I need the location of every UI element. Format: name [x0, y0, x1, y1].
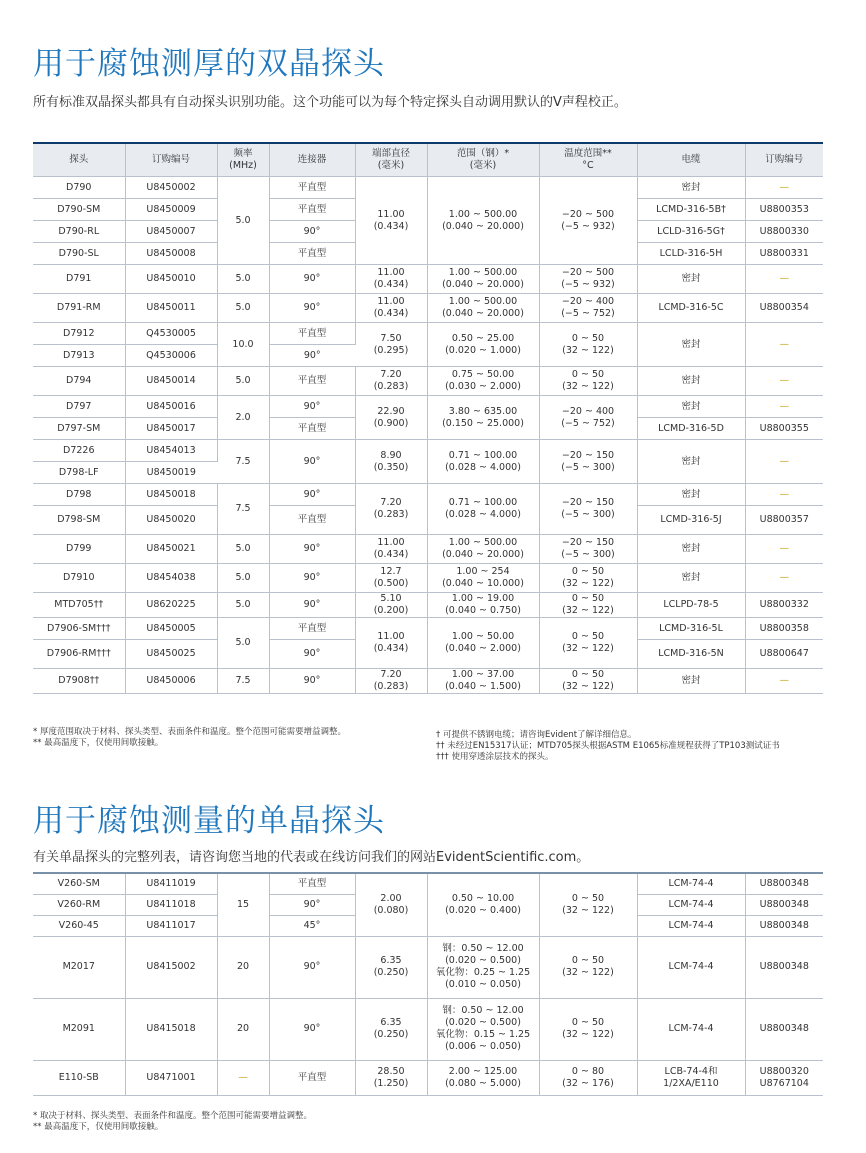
- section1-notes-right: [436, 730, 780, 763]
- cell-cable: 密封: [637, 367, 745, 396]
- cell-conn: 平直型: [269, 418, 355, 440]
- cell-temp: −20 ~ 150 (−5 ~ 300): [539, 440, 637, 484]
- cell-cpart: U8800348: [745, 915, 823, 936]
- cell-conn: 平直型: [269, 1060, 355, 1095]
- cell-probe: D791: [33, 265, 125, 294]
- cell-cpart: —: [745, 669, 823, 694]
- cell-part: Q4530006: [125, 345, 217, 367]
- cell-cpart: U8800332: [745, 593, 823, 618]
- cell-cable: LCMD-316-5J: [637, 506, 745, 535]
- cell-part: U8450025: [125, 640, 217, 669]
- cell-part: U8450019: [125, 462, 217, 484]
- table-row: [33, 1060, 823, 1095]
- cell-dia: 22.90 (0.900): [355, 396, 427, 440]
- cell-probe: M2017: [33, 936, 125, 998]
- cell-dia: 28.50 (1.250): [355, 1060, 427, 1095]
- cell-probe: D7226: [33, 440, 125, 462]
- column-header: 温度范围** °C: [539, 143, 637, 177]
- section2-subtitle: 有关单晶探头的完整列表，请咨询您当地的代表或在线访问我们的网站EvidentScientific.com。: [33, 850, 590, 865]
- table-row: [33, 323, 823, 345]
- cell-temp: 0 ~ 50 (32 ~ 122): [539, 367, 637, 396]
- cell-cpart: U8800357: [745, 506, 823, 535]
- cell-part: U8450007: [125, 221, 217, 243]
- cell-dia: 11.00 (0.434): [355, 535, 427, 564]
- cell-conn: 90°: [269, 535, 355, 564]
- cell-probe: D798-LF: [33, 462, 125, 484]
- cell-range: 1.00 ~ 19.00 (0.040 ~ 0.750): [427, 593, 539, 618]
- cell-part: U8415002: [125, 936, 217, 998]
- cell-cable: 密封: [637, 440, 745, 484]
- cell-range: 3.80 ~ 635.00 (0.150 ~ 25.000): [427, 396, 539, 440]
- cell-probe: D797-SM: [33, 418, 125, 440]
- cell-probe: D7910: [33, 564, 125, 593]
- cell-probe: V260-RM: [33, 894, 125, 915]
- cell-temp: 0 ~ 50 (32 ~ 122): [539, 998, 637, 1060]
- table-row: [33, 936, 823, 998]
- cell-freq: 15: [217, 873, 269, 936]
- cell-probe: D799: [33, 535, 125, 564]
- cell-cpart: —: [745, 265, 823, 294]
- table-row: [33, 998, 823, 1060]
- cell-part: U8620225: [125, 593, 217, 618]
- column-header: 端部直径 (毫米): [355, 143, 427, 177]
- table-row: [33, 535, 823, 564]
- note: * 取决于材料、探头类型、表面条件和温度。整个范围可能需要增益调整。: [33, 1111, 312, 1121]
- cell-range: 0.71 ~ 100.00 (0.028 ~ 4.000): [427, 440, 539, 484]
- cell-range: 1.00 ~ 500.00 (0.040 ~ 20.000): [427, 294, 539, 323]
- cell-freq: 7.5: [217, 440, 269, 484]
- table-row: [33, 484, 823, 506]
- cell-cpart: U8800331: [745, 243, 823, 265]
- cell-conn: 90°: [269, 294, 355, 323]
- cell-range: 0.50 ~ 25.00 (0.020 ~ 1.000): [427, 323, 539, 367]
- cell-part: U8450006: [125, 669, 217, 694]
- column-header: 连接器: [269, 143, 355, 177]
- cell-cpart: U8800330: [745, 221, 823, 243]
- cell-temp: −20 ~ 150 (−5 ~ 300): [539, 484, 637, 535]
- cell-probe: D790-SM: [33, 199, 125, 221]
- cell-cpart: U8800348: [745, 873, 823, 894]
- cell-dia: 11.00 (0.434): [355, 294, 427, 323]
- cell-probe: V260-45: [33, 915, 125, 936]
- cell-part: U8415018: [125, 998, 217, 1060]
- table-row: [33, 593, 823, 618]
- cell-part: U8450010: [125, 265, 217, 294]
- cell-conn: 90°: [269, 669, 355, 694]
- cell-probe: D7912: [33, 323, 125, 345]
- cell-probe: D798-SM: [33, 506, 125, 535]
- note: ** 最高温度下，仅使用间歇接触。: [33, 1122, 164, 1132]
- cell-cpart: —: [745, 323, 823, 367]
- cell-probe: D794: [33, 367, 125, 396]
- section2-notes: [33, 1111, 312, 1133]
- note: ** 最高温度下，仅使用间歇接触。: [33, 738, 164, 748]
- cell-cpart: U8800353: [745, 199, 823, 221]
- cell-cable: 密封: [637, 535, 745, 564]
- cell-freq: 5.0: [217, 593, 269, 618]
- cell-probe: V260-SM: [33, 873, 125, 894]
- cell-cpart: U8800348: [745, 936, 823, 998]
- cell-cpart: —: [745, 535, 823, 564]
- cell-cable: LCMD-316-5C: [637, 294, 745, 323]
- cell-range: 钢：0.50 ~ 12.00 (0.020 ~ 0.500) 氧化物：0.25 ~ 1.25 (0.010 ~ 0.050): [427, 936, 539, 998]
- cell-temp: −20 ~ 500 (−5 ~ 932): [539, 177, 637, 265]
- cell-cable: LCM-74-4: [637, 894, 745, 915]
- cell-temp: −20 ~ 400 (−5 ~ 752): [539, 294, 637, 323]
- table-row: [33, 669, 823, 694]
- cell-part: U8450020: [125, 506, 217, 535]
- section1-subtitle: 所有标准双晶探头都具有自动探头识别功能。这个功能可以为每个特定探头自动调用默认的V声程校正。: [33, 95, 627, 110]
- cell-cable: 密封: [637, 564, 745, 593]
- column-header: 订购编号: [125, 143, 217, 177]
- cell-cpart: —: [745, 177, 823, 199]
- cell-freq: 5.0: [217, 618, 269, 669]
- table-row: [33, 440, 823, 462]
- cell-part: U8450011: [125, 294, 217, 323]
- cell-range: 1.00 ~ 37.00 (0.040 ~ 1.500): [427, 669, 539, 694]
- cell-temp: 0 ~ 50 (32 ~ 122): [539, 936, 637, 998]
- cell-dia: 7.20 (0.283): [355, 669, 427, 694]
- cell-probe: D790-RL: [33, 221, 125, 243]
- cell-cpart: U8800358: [745, 618, 823, 640]
- dual-probe-table: [33, 142, 823, 694]
- cell-range: 钢：0.50 ~ 12.00 (0.020 ~ 0.500) 氧化物：0.15 ~ 1.25 (0.006 ~ 0.050): [427, 998, 539, 1060]
- cell-probe: D7913: [33, 345, 125, 367]
- cell-temp: 0 ~ 80 (32 ~ 176): [539, 1060, 637, 1095]
- cell-conn: 平直型: [269, 506, 355, 535]
- cell-freq: 10.0: [217, 323, 269, 367]
- cell-part: U8411019: [125, 873, 217, 894]
- table-row: [33, 873, 823, 894]
- cell-cable: LCB-74-4和 1/2XA/E110: [637, 1060, 745, 1095]
- cell-conn: 90°: [269, 998, 355, 1060]
- cell-probe: D790: [33, 177, 125, 199]
- cell-temp: 0 ~ 50 (32 ~ 122): [539, 323, 637, 367]
- cell-temp: 0 ~ 50 (32 ~ 122): [539, 669, 637, 694]
- cell-cable: 密封: [637, 323, 745, 367]
- cell-cable: 密封: [637, 177, 745, 199]
- section2-title: 用于腐蚀测量的单晶探头: [33, 803, 385, 839]
- cell-probe: E110-SB: [33, 1060, 125, 1095]
- section1-title: 用于腐蚀测厚的双晶探头: [33, 46, 385, 82]
- cell-temp: −20 ~ 150 (−5 ~ 300): [539, 535, 637, 564]
- cell-range: 2.00 ~ 125.00 (0.080 ~ 5.000): [427, 1060, 539, 1095]
- cell-dia: 2.00 (0.080): [355, 873, 427, 936]
- cell-cable: 密封: [637, 484, 745, 506]
- cell-cpart: U8800320 U8767104: [745, 1060, 823, 1095]
- cell-cpart: —: [745, 367, 823, 396]
- cell-freq: 5.0: [217, 367, 269, 396]
- cell-cable: 密封: [637, 265, 745, 294]
- cell-freq: 2.0: [217, 396, 269, 440]
- cell-conn: 90°: [269, 265, 355, 294]
- cell-range: 1.00 ~ 500.00 (0.040 ~ 20.000): [427, 535, 539, 564]
- cell-probe: D7906-RM†††: [33, 640, 125, 669]
- cell-part: Q4530005: [125, 323, 217, 345]
- cell-conn: 90°: [269, 894, 355, 915]
- cell-range: 0.71 ~ 100.00 (0.028 ~ 4.000): [427, 484, 539, 535]
- cell-freq: —: [217, 1060, 269, 1095]
- cell-part: U8454013: [125, 440, 217, 462]
- cell-conn: 90°: [269, 221, 355, 243]
- cell-dia: 7.20 (0.283): [355, 484, 427, 535]
- cell-part: U8411017: [125, 915, 217, 936]
- cell-probe: D7908††: [33, 669, 125, 694]
- cell-cpart: —: [745, 440, 823, 484]
- column-header: 探头: [33, 143, 125, 177]
- note: * 厚度范围取决于材料、探头类型、表面条件和温度。整个范围可能需要增益调整。: [33, 727, 346, 737]
- cell-dia: 6.35 (0.250): [355, 998, 427, 1060]
- cell-cable: LCM-74-4: [637, 873, 745, 894]
- cell-conn: 90°: [269, 564, 355, 593]
- cell-cable: 密封: [637, 669, 745, 694]
- cell-range: 1.00 ~ 50.00 (0.040 ~ 2.000): [427, 618, 539, 669]
- cell-part: U8471001: [125, 1060, 217, 1095]
- cell-part: U8450018: [125, 484, 217, 506]
- cell-cable: LCLPD-78-5: [637, 593, 745, 618]
- cell-conn: 45°: [269, 915, 355, 936]
- table-row: [33, 294, 823, 323]
- cell-cpart: U8800348: [745, 998, 823, 1060]
- cell-conn: 平直型: [269, 177, 355, 199]
- table-row: [33, 265, 823, 294]
- cell-freq: 5.0: [217, 177, 269, 265]
- cell-cable: 密封: [637, 396, 745, 418]
- cell-dia: 11.00 (0.434): [355, 618, 427, 669]
- section1-notes-left: [33, 727, 346, 749]
- cell-probe: D791-RM: [33, 294, 125, 323]
- cell-cpart: —: [745, 564, 823, 593]
- cell-conn: 90°: [269, 396, 355, 418]
- column-header: 电缆: [637, 143, 745, 177]
- cell-part: U8450002: [125, 177, 217, 199]
- cell-conn: 平直型: [269, 199, 355, 221]
- cell-cable: LCMD-316-5D: [637, 418, 745, 440]
- cell-part: U8450005: [125, 618, 217, 640]
- cell-cable: LCMD-316-5L: [637, 618, 745, 640]
- cell-range: 1.00 ~ 500.00 (0.040 ~ 20.000): [427, 265, 539, 294]
- cell-probe: D798: [33, 484, 125, 506]
- table-row: [33, 177, 823, 199]
- cell-part: U8450014: [125, 367, 217, 396]
- table-row: [33, 618, 823, 640]
- cell-probe: D7906-SM†††: [33, 618, 125, 640]
- cell-dia: 11.00 (0.434): [355, 265, 427, 294]
- cell-cable: LCMD-316-5N: [637, 640, 745, 669]
- cell-cpart: U8800647: [745, 640, 823, 669]
- cell-temp: −20 ~ 500 (−5 ~ 932): [539, 265, 637, 294]
- cell-cable: LCM-74-4: [637, 915, 745, 936]
- cell-range: 1.00 ~ 500.00 (0.040 ~ 20.000): [427, 177, 539, 265]
- column-header: 范围（钢）* (毫米): [427, 143, 539, 177]
- cell-conn: 平直型: [269, 873, 355, 894]
- cell-temp: 0 ~ 50 (32 ~ 122): [539, 564, 637, 593]
- cell-dia: 12.7 (0.500): [355, 564, 427, 593]
- column-header: 频率 (MHz): [217, 143, 269, 177]
- cell-temp: −20 ~ 400 (−5 ~ 752): [539, 396, 637, 440]
- cell-part: U8450017: [125, 418, 217, 440]
- table-row: [33, 367, 823, 396]
- cell-conn: 90°: [269, 936, 355, 998]
- cell-freq: 7.5: [217, 669, 269, 694]
- cell-cable: LCLD-316-5G†: [637, 221, 745, 243]
- cell-probe: M2091: [33, 998, 125, 1060]
- cell-part: U8450009: [125, 199, 217, 221]
- cell-conn: 90°: [269, 345, 355, 367]
- cell-temp: 0 ~ 50 (32 ~ 122): [539, 873, 637, 936]
- cell-dia: 11.00 (0.434): [355, 177, 427, 265]
- note: †† 未经过EN15317认证；MTD705探头根据ASTM E1065标准规程获得了TP103测试证书: [436, 741, 780, 751]
- cell-freq: 20: [217, 998, 269, 1060]
- cell-conn: 平直型: [269, 367, 355, 396]
- cell-freq: 5.0: [217, 294, 269, 323]
- cell-part: U8454038: [125, 564, 217, 593]
- cell-freq: 5.0: [217, 535, 269, 564]
- cell-cpart: U8800354: [745, 294, 823, 323]
- cell-cpart: —: [745, 396, 823, 418]
- cell-part: U8411018: [125, 894, 217, 915]
- cell-temp: 0 ~ 50 (32 ~ 122): [539, 618, 637, 669]
- cell-part: U8450021: [125, 535, 217, 564]
- cell-conn: 平直型: [269, 323, 355, 345]
- cell-cable: LCLD-316-5H: [637, 243, 745, 265]
- cell-probe: MTD705††: [33, 593, 125, 618]
- cell-dia: 8.90 (0.350): [355, 440, 427, 484]
- single-probe-table: [33, 872, 823, 1096]
- cell-range: 0.50 ~ 10.00 (0.020 ~ 0.400): [427, 873, 539, 936]
- cell-dia: 6.35 (0.250): [355, 936, 427, 998]
- table-row: [33, 564, 823, 593]
- cell-conn: 90°: [269, 640, 355, 669]
- cell-dia: 5.10 (0.200): [355, 593, 427, 618]
- cell-probe: D797: [33, 396, 125, 418]
- cell-conn: 平直型: [269, 618, 355, 640]
- cell-cpart: —: [745, 484, 823, 506]
- cell-conn: 90°: [269, 593, 355, 618]
- table-row: [33, 396, 823, 418]
- cell-cable: LCMD-316-5B†: [637, 199, 745, 221]
- cell-part: U8450008: [125, 243, 217, 265]
- cell-conn: 90°: [269, 484, 355, 506]
- note: ††† 使用穿透涂层技术的探头。: [436, 752, 554, 762]
- note: † 可提供不锈钢电缆；请咨询Evident了解详细信息。: [436, 730, 637, 740]
- cell-range: 1.00 ~ 254 (0.040 ~ 10.000): [427, 564, 539, 593]
- cell-freq: 5.0: [217, 265, 269, 294]
- cell-temp: 0 ~ 50 (32 ~ 122): [539, 593, 637, 618]
- cell-cpart: U8800355: [745, 418, 823, 440]
- cell-part: U8450016: [125, 396, 217, 418]
- cell-freq: 20: [217, 936, 269, 998]
- cell-freq: 5.0: [217, 564, 269, 593]
- cell-probe: D790-SL: [33, 243, 125, 265]
- column-header: 订购编号: [745, 143, 823, 177]
- cell-dia: 7.20 (0.283): [355, 367, 427, 396]
- cell-cpart: U8800348: [745, 894, 823, 915]
- cell-cable: LCM-74-4: [637, 936, 745, 998]
- cell-freq: 7.5: [217, 484, 269, 535]
- cell-conn: 平直型: [269, 243, 355, 265]
- cell-range: 0.75 ~ 50.00 (0.030 ~ 2.000): [427, 367, 539, 396]
- cell-cable: LCM-74-4: [637, 998, 745, 1060]
- cell-conn: 90°: [269, 440, 355, 484]
- cell-dia: 7.50 (0.295): [355, 323, 427, 367]
